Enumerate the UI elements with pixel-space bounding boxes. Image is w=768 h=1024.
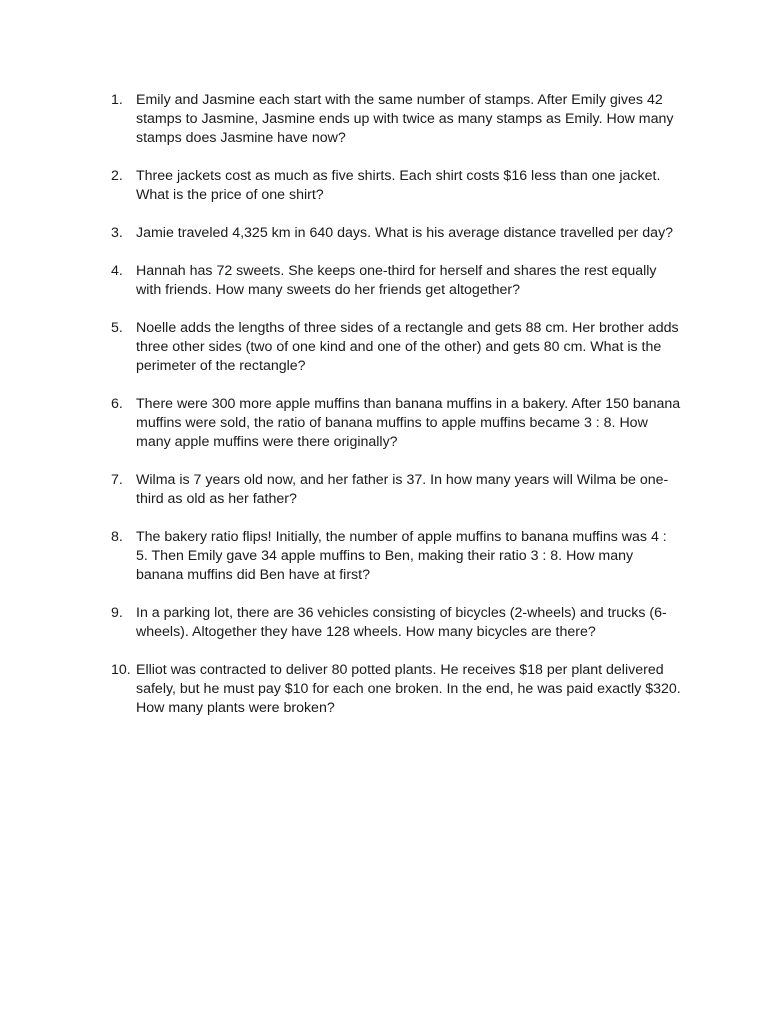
problem-text: The bakery ratio flips! Initially, the number of apple muffins to banana muffins was 4 : 5. Then Emily gave 34 apple muffins to Ben, making their ratio 3 : 8. How many banana muffins did Ben have at first? <box>136 529 667 583</box>
problem-item <box>111 528 681 585</box>
problem-number: 6. <box>111 396 123 412</box>
problem-number: 3. <box>111 225 123 241</box>
problem-item <box>111 471 681 509</box>
problem-text: Three jackets cost as much as five shirts. Each shirt costs $16 less than one jacket. What is the price of one shirt? <box>136 168 661 203</box>
problem-item <box>111 395 681 452</box>
problem-text: There were 300 more apple muffins than banana muffins in a bakery. After 150 banana muffins were sold, the ratio of banana muffins to apple muffins became 3 : 8. How many apple muffins were there originally? <box>136 396 681 450</box>
problem-text: In a parking lot, there are 36 vehicles consisting of bicycles (2-wheels) and trucks (6-wheels). Altogether they have 128 wheels. How many bicycles are there? <box>136 605 667 640</box>
problem-text: Elliot was contracted to deliver 80 potted plants. He receives $18 per plant delivered safely, but he must pay $10 for each one broken. In the end, he was paid exactly $320. How many plants were broken? <box>136 662 681 716</box>
problem-number: 10. <box>111 662 131 678</box>
problem-number: 2. <box>111 168 123 184</box>
problem-number: 1. <box>111 92 123 108</box>
problem-item <box>111 167 681 205</box>
problem-item <box>111 262 681 300</box>
problem-list <box>111 91 681 737</box>
problem-item <box>111 319 681 376</box>
problem-item <box>111 661 681 718</box>
problem-text: Jamie traveled 4,325 km in 640 days. What is his average distance travelled per day? <box>136 225 674 241</box>
problem-item <box>111 604 681 642</box>
problem-number: 5. <box>111 320 123 336</box>
problem-text: Hannah has 72 sweets. She keeps one-third for herself and shares the rest equally with friends. How many sweets do her friends get altogether? <box>136 263 657 298</box>
problem-number: 7. <box>111 472 123 488</box>
problem-number: 4. <box>111 263 123 279</box>
problem-number: 8. <box>111 529 123 545</box>
problem-number: 9. <box>111 605 123 621</box>
problem-text: Wilma is 7 years old now, and her father is 37. In how many years will Wilma be one-third as old as her father? <box>136 472 669 507</box>
problem-item <box>111 224 681 243</box>
problem-item <box>111 91 681 148</box>
problem-text: Emily and Jasmine each start with the same number of stamps. After Emily gives 42 stamps to Jasmine, Jasmine ends up with twice as many stamps as Emily. How many stamps does Jasmine have now? <box>136 92 674 146</box>
problem-text: Noelle adds the lengths of three sides of a rectangle and gets 88 cm. Her brother adds three other sides (two of one kind and one of the other) and gets 80 cm. What is the perimeter of the rectangle? <box>136 320 679 374</box>
